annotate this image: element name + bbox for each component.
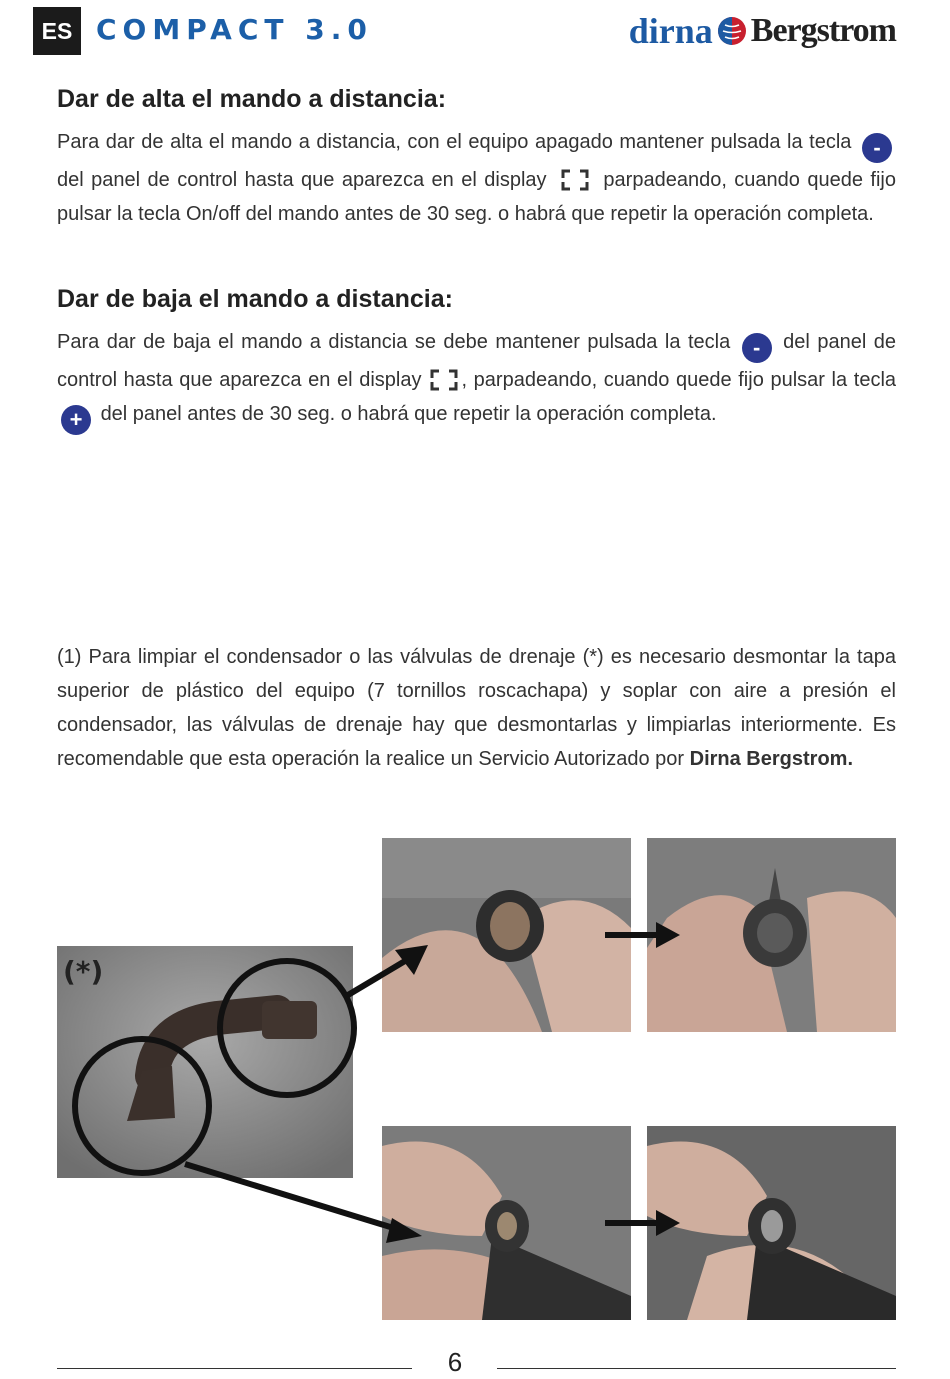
brand-bergstrom-text: Bergstrom bbox=[750, 12, 896, 49]
plus-key-icon: + bbox=[61, 405, 91, 435]
footer-rule-right bbox=[497, 1368, 896, 1369]
paragraph-text: Para dar de alta el mando a distancia, con el equipo apagado mantener pulsada la tecla bbox=[57, 131, 852, 153]
paragraph-text: del panel de control hasta que aparezca en el display bbox=[57, 331, 897, 391]
arrow-head-top bbox=[395, 945, 428, 975]
note-brand-bold: Dirna Bergstrom. bbox=[689, 748, 853, 770]
minus-key-icon: - bbox=[862, 133, 892, 163]
footer-rule-left bbox=[57, 1368, 412, 1369]
language-badge: ES bbox=[33, 7, 81, 55]
note-text: (1) Para limpiar el condensador o las válvulas de drenaje (*) es necesario desmontar la tapa superior de plástico del equipo (7 tornillos roscachapa) y soplar con aire a presión el condensador, las válvulas de drenaje hay que desmontarlas y limpiarlas interiormente. Es recomendable que esta operación la realice un Servicio Autorizado por bbox=[57, 646, 896, 770]
section-title-alta: Dar de alta el mando a distancia: bbox=[57, 85, 447, 113]
paragraph-text: del panel de control hasta que aparezca en el display bbox=[57, 169, 547, 191]
highlight-circle-outlet bbox=[220, 961, 354, 1095]
arrow-head-right-top bbox=[656, 922, 680, 948]
model-title: COMPACT 3.0 bbox=[96, 13, 373, 46]
paragraph-text: Para dar de baja el mando a distancia se debe mantener pulsada la tecla bbox=[57, 331, 731, 353]
arrow-line-bottom bbox=[185, 1164, 400, 1230]
paragraph-text: parpadeando, cuando quede fijo pulsar la tecla On/off del mando antes de 30 seg. o habrá que repetir la operación completa. bbox=[57, 169, 896, 225]
arrow-head-right-bottom bbox=[656, 1210, 680, 1236]
asterisk-label: (*) bbox=[63, 955, 104, 988]
brand-dirna-text: dirna bbox=[628, 11, 713, 51]
arrow-line-top bbox=[348, 958, 410, 995]
section-title-baja: Dar de baja el mando a distancia: bbox=[57, 285, 453, 313]
paragraph-text: del panel antes de 30 seg. o habrá que repetir la operación completa. bbox=[100, 403, 717, 425]
highlight-circle-inlet bbox=[75, 1039, 209, 1173]
minus-key-icon: - bbox=[742, 333, 772, 363]
paragraph-text: , parpadeando, cuando quede fijo pulsar la tecla bbox=[461, 369, 897, 391]
page-number: 6 bbox=[447, 1347, 463, 1377]
arrow-head-bottom bbox=[386, 1218, 422, 1243]
